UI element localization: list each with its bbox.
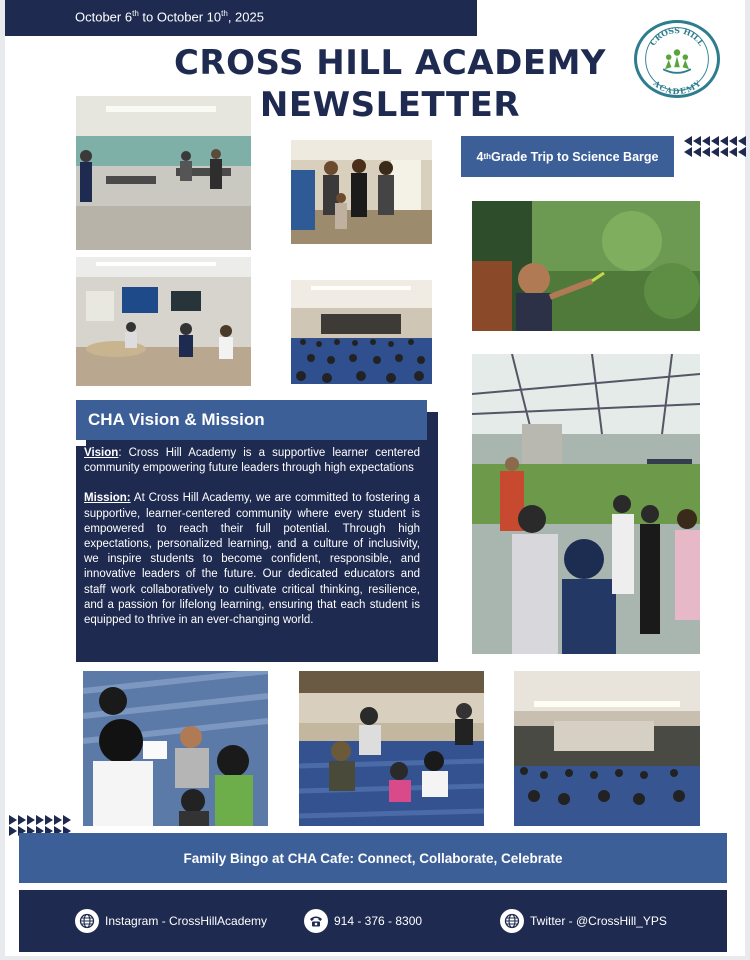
photo-greenhouse-tour xyxy=(472,354,700,654)
mission-paragraph xyxy=(84,491,420,628)
photo-staff-group xyxy=(291,140,432,244)
vision-mission-body xyxy=(76,446,428,662)
photo-classroom-screen xyxy=(76,257,251,386)
vision-label: Vision xyxy=(84,447,119,459)
trip-caption xyxy=(461,136,674,177)
logo-text-bottom: ACADEMY xyxy=(651,78,703,95)
trip-caption-grade: 4 xyxy=(476,149,484,164)
instagram-handle: Instagram - CrossHillAcademy xyxy=(105,914,268,928)
vision-text: : Cross Hill Academy is a supportive learner centered community empowering future leaders through high expectations xyxy=(84,447,420,475)
svg-text:CROSS HILL xyxy=(648,26,706,48)
footer-bar xyxy=(19,890,727,952)
globe-icon xyxy=(75,909,99,933)
mission-text: At Cross Hill Academy, we are committed to fostering a supportive, learner-centered community where every student is empowered to reach their full potential. Through high expectations, personalized learning, and a culture of inclusivity, we inspire students to become confident, responsible, and innovative leaders of the future. Our dedicated educators and staff work collaboratively to cultivate critical thinking, resilience, and a passion for lifelong learning, ensuring that each student is equipped to thrive in an ever-changing world. xyxy=(84,492,420,627)
date-end: to October 10 xyxy=(138,9,222,25)
footer-twitter[interactable] xyxy=(500,909,667,933)
title-line-2: NEWSLETTER xyxy=(259,85,521,125)
phone-number: 914 - 376 - 8300 xyxy=(334,914,423,928)
mission-label: Mission: xyxy=(84,492,131,505)
trip-caption-text: Grade Trip to Science Barge xyxy=(491,149,659,164)
title-line-1: CROSS HILL ACADEMY xyxy=(173,43,607,83)
arrow-decoration-top xyxy=(684,136,747,158)
footer-instagram[interactable] xyxy=(75,909,267,933)
trip-caption-suffix: th xyxy=(483,152,492,161)
date-start: October 6 xyxy=(75,9,133,25)
vision-mission-heading: CHA Vision & Mission xyxy=(76,400,427,440)
logo-text-top: CROSS HILL xyxy=(648,26,706,48)
bingo-caption: Family Bingo at CHA Cafe: Connect, Collaborate, Celebrate xyxy=(19,833,727,883)
photo-auditorium-students xyxy=(291,280,432,384)
photo-bingo-families xyxy=(83,671,268,826)
date-year: , 2025 xyxy=(227,9,264,25)
footer-phone[interactable] xyxy=(304,909,422,933)
photo-classroom-meeting xyxy=(76,96,251,250)
photo-bingo-hall xyxy=(514,671,700,826)
date-start-suffix: th xyxy=(132,9,139,18)
date-banner xyxy=(5,0,477,36)
photo-bingo-auditorium xyxy=(299,671,484,826)
vision-paragraph xyxy=(84,446,420,476)
photo-student-plants xyxy=(472,201,700,331)
globe-icon xyxy=(500,909,524,933)
twitter-handle: Twitter - @CrossHill_YPS xyxy=(530,914,667,928)
phone-icon xyxy=(304,909,328,933)
school-logo xyxy=(634,20,720,98)
svg-text:ACADEMY xyxy=(651,78,703,95)
date-end-suffix: th xyxy=(221,9,228,18)
